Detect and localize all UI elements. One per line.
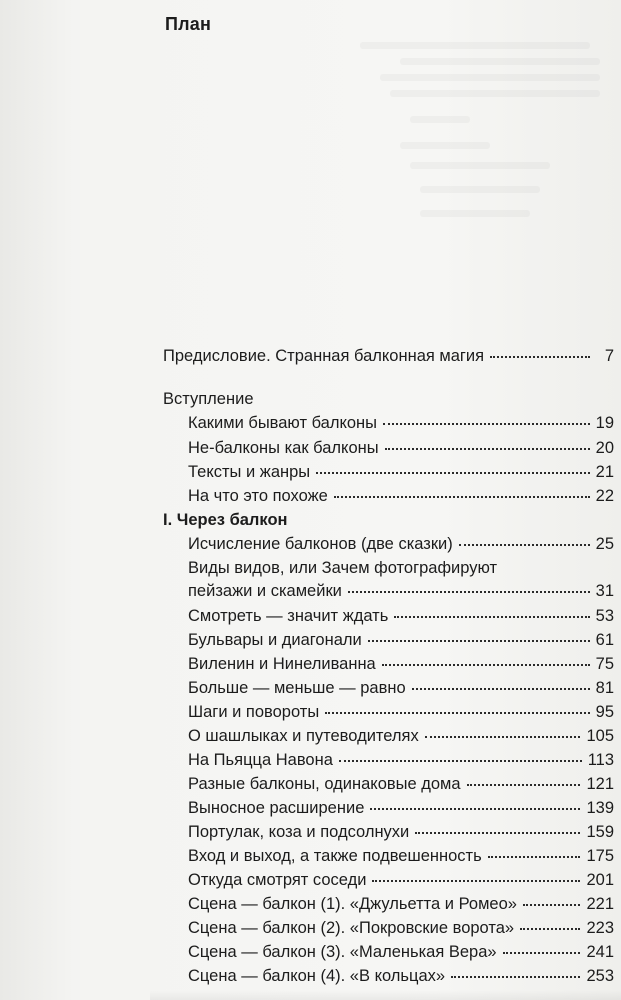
dot-leader xyxy=(348,590,590,593)
toc-page-number: 253 xyxy=(586,967,614,985)
toc-entry[interactable] xyxy=(188,725,614,747)
toc-entry-title: пейзажи и скамейки xyxy=(188,582,342,600)
section-heading-part1[interactable]: I. Через балкон xyxy=(163,511,288,529)
toc-entry-title: О шашлыках и путеводителях xyxy=(188,727,419,745)
toc-entry[interactable] xyxy=(188,941,614,963)
toc-entry-title: Сцена — балкон (1). «Джульетта и Ромео» xyxy=(188,895,517,913)
dot-leader xyxy=(488,855,581,858)
toc-entry-title: На Пьяцца Навона xyxy=(188,751,333,769)
section-heading-intro[interactable]: Вступление xyxy=(163,390,254,408)
toc-entry-preface[interactable] xyxy=(163,345,614,367)
toc-page-number: 175 xyxy=(586,847,614,865)
plan-title: План xyxy=(165,14,212,34)
toc-page-number: 81 xyxy=(595,679,614,697)
toc-page-number: 95 xyxy=(595,703,614,721)
toc-page-number: 31 xyxy=(595,582,614,600)
toc-entry[interactable] xyxy=(188,580,614,602)
toc-entry[interactable] xyxy=(188,965,614,987)
dot-leader xyxy=(385,447,590,450)
toc-page-number: 159 xyxy=(586,823,614,841)
toc-page-number: 105 xyxy=(586,727,614,745)
dot-leader xyxy=(415,831,580,834)
toc-entry-title: Не-балконы как балконы xyxy=(188,439,379,457)
toc-page-number: 139 xyxy=(586,799,614,817)
toc-entry-title: Предисловие. Странная балконная магия xyxy=(163,347,485,365)
toc-page-number: 223 xyxy=(586,919,614,937)
dot-leader xyxy=(467,783,581,786)
toc-entry[interactable] xyxy=(188,629,614,651)
toc-page-number: 61 xyxy=(595,631,614,649)
toc-entry[interactable] xyxy=(188,821,614,843)
dot-leader xyxy=(316,471,589,474)
toc-entry-title: Вход и выход, а также подвешенность xyxy=(188,847,482,865)
dot-leader xyxy=(394,615,589,618)
toc-entry-title: Выносное расширение xyxy=(188,799,365,817)
toc-page-number: 121 xyxy=(586,775,614,793)
toc-page-number: 7 xyxy=(604,347,614,365)
dot-leader xyxy=(520,927,580,930)
toc-page-number: 201 xyxy=(586,871,614,889)
toc-entry-title: Больше — меньше — равно xyxy=(188,679,406,697)
toc-entry[interactable] xyxy=(188,773,614,795)
toc-entry[interactable] xyxy=(188,917,614,939)
toc-page-number: 20 xyxy=(595,439,614,457)
toc-entry-title: Исчисление балконов (две сказки) xyxy=(188,535,453,553)
dot-leader xyxy=(451,975,580,978)
dot-leader xyxy=(339,759,582,762)
toc-page-number: 25 xyxy=(595,535,614,553)
toc-page-number: 22 xyxy=(595,487,614,505)
toc-page-number: 75 xyxy=(595,655,614,673)
dot-leader xyxy=(412,687,590,690)
toc-page-number: 19 xyxy=(595,414,614,432)
toc-entry[interactable] xyxy=(188,749,614,771)
toc-entry-title: Сцена — балкон (4). «В кольцах» xyxy=(188,967,446,985)
toc-page-number: 21 xyxy=(595,463,614,481)
dot-leader xyxy=(503,951,581,954)
toc-entry-title: Тексты и жанры xyxy=(188,463,311,481)
dot-leader xyxy=(383,422,590,425)
toc-page-number: 241 xyxy=(586,943,614,961)
toc-page-number: 221 xyxy=(586,895,614,913)
toc-entry[interactable] xyxy=(188,677,614,699)
toc-entry[interactable] xyxy=(188,845,614,867)
toc-entry[interactable] xyxy=(188,461,614,483)
toc-entry-title: Разные балконы, одинаковые дома xyxy=(188,775,461,793)
toc-entry-title: Виленин и Нинеливанна xyxy=(188,655,376,673)
toc-entry[interactable] xyxy=(188,533,614,555)
dot-leader xyxy=(490,355,590,358)
toc-entry-title: Шаги и повороты xyxy=(188,703,320,721)
dot-leader xyxy=(334,495,590,498)
toc-entry[interactable] xyxy=(188,485,614,507)
toc-entry[interactable] xyxy=(188,701,614,723)
toc-entry[interactable] xyxy=(188,437,614,459)
toc-entry[interactable] xyxy=(188,412,614,434)
toc-entry-title: Сцена — балкон (3). «Маленькая Вера» xyxy=(188,943,497,961)
toc-entry-title: На что это похоже xyxy=(188,487,328,505)
toc-entry[interactable] xyxy=(188,797,614,819)
toc-page-number: 113 xyxy=(587,751,614,769)
toc-entry-title-line1[interactable]: Виды видов, или Зачем фотографируют xyxy=(188,559,498,577)
toc-entry[interactable] xyxy=(188,605,614,627)
dot-leader xyxy=(368,639,590,642)
toc-entry[interactable] xyxy=(188,653,614,675)
toc-entry-title: Сцена — балкон (2). «Покровские ворота» xyxy=(188,919,515,937)
toc-entry-title: Бульвары и диагонали xyxy=(188,631,362,649)
toc-page-number: 53 xyxy=(595,607,614,625)
toc-entry-title: Портулак, коза и подсолнухи xyxy=(188,823,410,841)
toc-entry-title: Откуда смотрят соседи xyxy=(188,871,367,889)
dot-leader xyxy=(425,735,581,738)
dot-leader xyxy=(370,807,580,810)
dot-leader xyxy=(382,663,590,666)
page-edge-shadow xyxy=(150,990,621,1000)
toc-entry[interactable] xyxy=(188,869,614,891)
toc-entry[interactable] xyxy=(188,893,614,915)
dot-leader xyxy=(459,543,590,546)
toc-entry-title: Какими бывают балконы xyxy=(188,414,378,432)
dot-leader xyxy=(372,879,580,882)
dot-leader xyxy=(523,903,581,906)
toc-entry-title: Смотреть — значит ждать xyxy=(188,607,389,625)
dot-leader xyxy=(325,711,589,714)
